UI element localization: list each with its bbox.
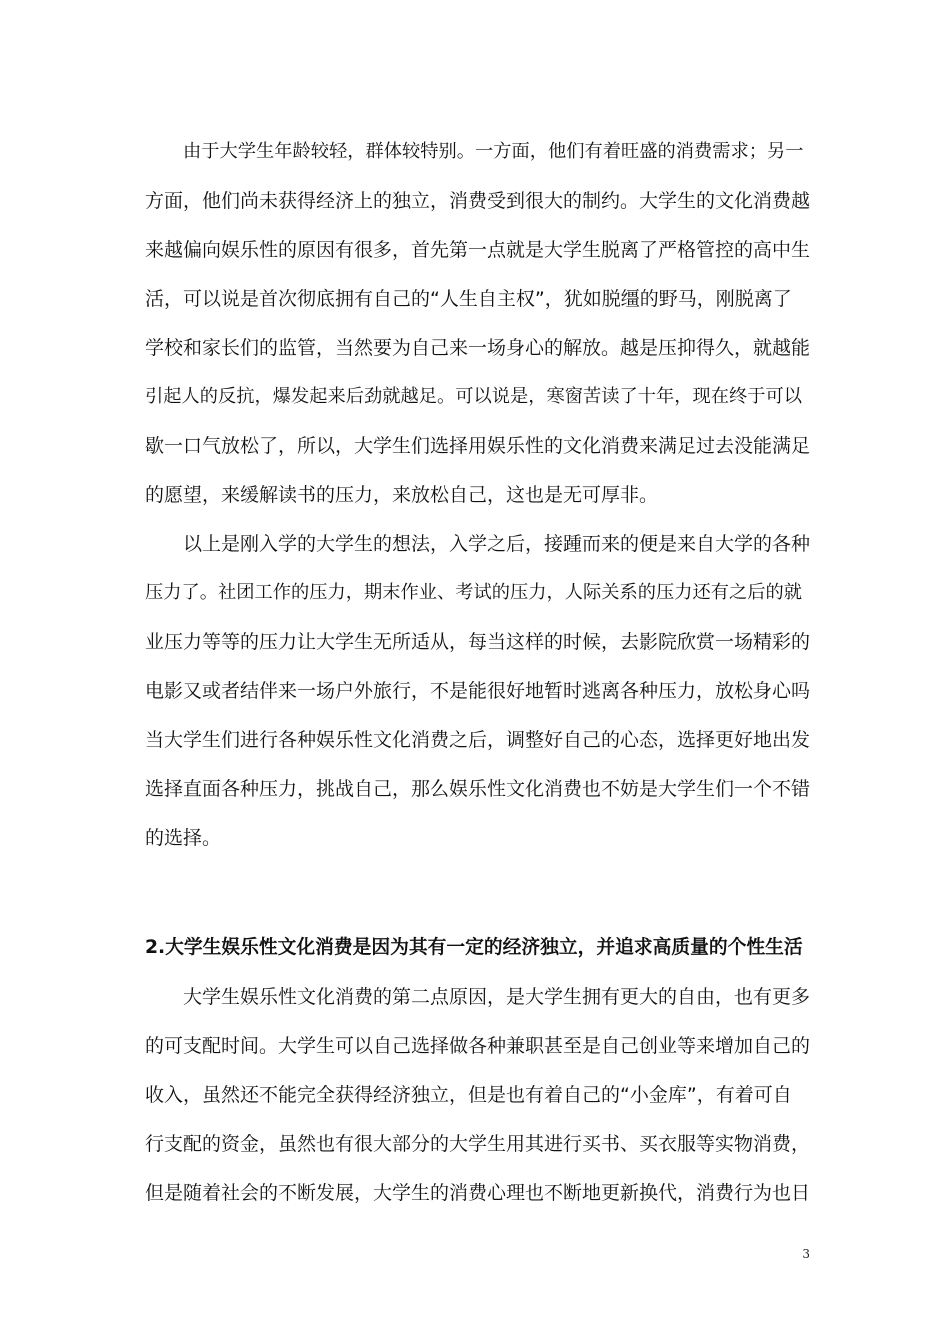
paragraph-2-line-3: 业压力等等的压力让大学生无所适从，每当这样的时候，去影院欣赏一场精彩的 — [145, 631, 811, 653]
paragraph-2-line-2: 压力了。社团工作的压力，期末作业、考试的压力，人际关系的压力还有之后的就 — [145, 582, 802, 603]
section-heading: 2.大学生娱乐性文化消费是因为其有一定的经济独立，并追求高质量的个性生活 — [145, 937, 803, 958]
paragraph-1-line-2: 方面，他们尚未获得经济上的独立，消费受到很大的制约。大学生的文化消费越 — [145, 190, 811, 212]
paragraph-2-line-7: 的选择。 — [145, 827, 222, 849]
paragraph-1-line-3: 来越偏向娱乐性的原因有很多，首先第一点就是大学生脱离了严格管控的高中生 — [145, 239, 811, 261]
paragraph-2-line-4: 电影又或者结伴来一场户外旅行，不是能很好地暂时逃离各种压力，放松身心吗 — [145, 680, 811, 702]
paragraph-3-line-2: 的可支配时间。大学生可以自己选择做各种兼职甚至是自己创业等来增加自己的 — [145, 1035, 811, 1057]
paragraph-2-line-5: 当大学生们进行各种娱乐性文化消费之后，调整好自己的心态，选择更好地出发 — [145, 729, 811, 751]
paragraph-1-line-6: 引起人的反抗，爆发起来后劲就越足。可以说是，寒窗苦读了十年，现在终于可以 — [145, 386, 802, 407]
paragraph-1-line-5: 学校和家长们的监管，当然要为自己来一场身心的解放。越是压抑得久，就越能 — [145, 337, 811, 359]
paragraph-1-line-1: 由于大学生年龄较轻，群体较特别。一方面，他们有着旺盛的消费需求；另一 — [183, 141, 804, 162]
paragraph-3-line-5: 但是随着社会的不断发展，大学生的消费心理也不断地更新换代，消费行为也日 — [145, 1182, 811, 1204]
paragraph-2-line-6: 选择直面各种压力，挑战自己，那么娱乐性文化消费也不妨是大学生们一个不错 — [145, 778, 811, 800]
paragraph-3-line-4: 行支配的资金，虽然也有很大部分的大学生用其进行买书、买衣服等实物消费， — [145, 1133, 811, 1155]
page-number: 3 — [802, 1247, 810, 1261]
paragraph-1-line-7: 歇一口气放松了，所以，大学生们选择用娱乐性的文化消费来满足过去没能满足 — [145, 435, 811, 457]
paragraph-1-line-8: 的愿望，来缓解读书的压力，来放松自己，这也是无可厚非。 — [145, 484, 659, 506]
paragraph-3-line-1: 大学生娱乐性文化消费的第二点原因，是大学生拥有更大的自由，也有更多 — [183, 986, 811, 1008]
paragraph-1-line-4: 活，可以说是首次彻底拥有自己的“人生自主权”，犹如脱缰的野马，刚脱离了 — [145, 288, 792, 310]
paragraph-2-line-1: 以上是刚入学的大学生的想法，入学之后，接踵而来的便是来自大学的各种 — [183, 533, 811, 555]
paragraph-3-line-3: 收入，虽然还不能完全获得经济独立，但是也有着自己的“小金库”，有着可自 — [145, 1084, 792, 1106]
